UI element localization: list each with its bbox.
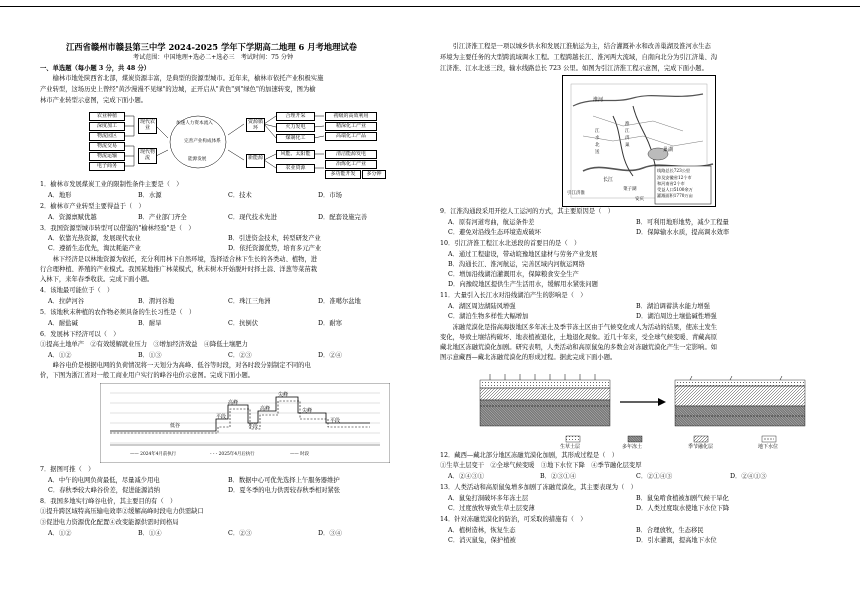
q13-option-c[interactable]: C．过度放牧导致生草土层变薄: [448, 505, 535, 512]
intro2-line3: 入林下，来年春季收获。完成下面小题。: [40, 276, 154, 283]
intro1-line3: 林市产业转型示意图，完成下面小题。: [40, 97, 148, 104]
q7-option-d[interactable]: D．夏冬季的电力供需较春秋季相对紧张: [228, 487, 341, 494]
q13-option-a[interactable]: A．鼠兔打洞破坏多年冻土层: [448, 495, 529, 502]
q4-option-c[interactable]: C．珠江三角洲: [228, 298, 271, 305]
q10-option-b[interactable]: B．沟通长江、淮河航运，完善区域内河航运网络: [448, 261, 585, 268]
map-label-bei: 北: [595, 143, 600, 148]
q8-option-b[interactable]: B．①④: [138, 530, 162, 537]
q8-option-d[interactable]: D．③④: [318, 530, 342, 537]
label-high2: 高峰: [260, 406, 271, 412]
q1-option-b[interactable]: B．水源: [138, 192, 162, 199]
q8-statements-1: ①提升跨区域特高压输电效率②缓解高峰时段电力供需缺口: [40, 508, 204, 515]
q8-option-c[interactable]: C．②③: [228, 530, 252, 537]
right-intro-line3: 江济淮、江水北送三段，输水线路总长 723 公里。如图为引江济淮工程示意图，完成下面小题。: [440, 65, 708, 72]
node-mining: 合理开采: [276, 112, 315, 121]
q13-option-b[interactable]: B．鼠兔啃食植被加剧气候干旱化: [636, 495, 729, 502]
intro3-line1: 峰谷电价是根据电网的负荷情况将一天划分为高峰、低谷等时段，对各时段分别制定不同的电: [40, 362, 311, 369]
node-modern-logistics: 现代物流: [138, 148, 157, 164]
q4-option-d[interactable]: D．准噶尔盆地: [318, 298, 361, 305]
q7-stem: 7．据图可推（ ）: [40, 466, 95, 473]
q5-option-b[interactable]: B．耐旱: [138, 320, 162, 327]
right-intro-line2: 环境为主要任务的大型跨流域调水工程。工程跨越长江、淮河两大流域，自南向北分为引江济巢、沟: [440, 54, 718, 61]
map-label-song: 送: [595, 150, 600, 155]
label-flat2: 平段: [248, 424, 259, 430]
legend-water-table: 地下水位: [758, 444, 779, 450]
q5-option-c[interactable]: C．抗倒伏: [228, 320, 259, 327]
permafrost-svg: [460, 366, 832, 450]
node-hi-chem: 高端化工产品: [325, 132, 377, 141]
map-label-huaihe: 淮河: [593, 97, 604, 103]
node-wind-solar: 风能、太阳能: [276, 150, 315, 159]
q14-option-c[interactable]: C．消灭鼠兔，保护植被: [448, 537, 516, 544]
map-label-changjiang: 长江: [603, 177, 614, 183]
q12-option-a[interactable]: A．②④③①: [448, 473, 485, 480]
q9-stem: 9．江淮沟通段采用开挖人工运河的方式，其主要原因是（ ）: [440, 208, 615, 215]
node-coal-chem: 煤制化工: [276, 134, 315, 143]
q14-stem: 14．针对冻融荒漠化的防治，可采取的措施有（ ）: [440, 516, 587, 523]
label-top2: 尖峰: [302, 408, 313, 414]
q9-option-d[interactable]: D．保障输水水质，提高调水效率: [636, 229, 730, 236]
intro5-line4: 图示意藏西—藏北冻融荒漠化的形成过程。据此完成下面小题。: [440, 354, 617, 361]
node-recycling: 资源循环: [247, 119, 263, 131]
q10-option-d[interactable]: D．向豫皖地区提供生产生活用水，缓解用水紧张问题: [448, 281, 598, 288]
q13-option-d[interactable]: D．人类过度取水使地下水位下降: [636, 505, 730, 512]
node-transport: 物流运输: [89, 152, 125, 161]
q9-option-b[interactable]: B．可利用地形地势，减少工程量: [636, 219, 729, 226]
q11-option-b[interactable]: B．湖泊调蓄洪水能力增强: [636, 303, 710, 310]
intro1-line2: 产业转型，这场历史上曾经"黄沙漫漫不见绿"的边城，正开启从"黄色"到"绿色"的加速转变，图为榆: [40, 86, 316, 93]
q4-option-a[interactable]: A．拉萨河谷: [48, 298, 85, 305]
section-heading: 一、单选题（每小题 3 分，共 48 分）: [40, 65, 151, 72]
q2-stem: 2．榆林市产业转型主要得益于（ ）: [40, 203, 145, 210]
map-legend-4: 受益人口5100余万: [657, 187, 693, 192]
q5-stem: 5．该地秋末种植的农作物必须具备的生长习性是（ ）: [40, 309, 196, 316]
legend-active-layer: 季节融化层: [688, 444, 714, 450]
node-thermal-power: 火力发电: [276, 123, 315, 132]
tou-price-chart: [100, 383, 390, 463]
industry-diagram: [86, 110, 386, 178]
q5-option-d[interactable]: D．耐寒: [318, 320, 342, 327]
intro2-line1: 林下经济是以林地资源为依托，充分利用林下自然环境，选择适合林下生长的各类动、植物，进: [40, 256, 318, 263]
q1-stem: 1．榆林市发展煤炭工业的限制性条件主要是（ ）: [40, 181, 183, 188]
node-ecommerce: 电子商务: [89, 162, 125, 171]
node-smelting: 冶炼化工产业: [325, 160, 377, 169]
intro3-line2: 价，下图为浙江省对一般工商业用户实行的峰谷电价示意图。完成下面小题。: [40, 372, 255, 379]
q7-option-c[interactable]: C．春秋季较大峰谷价差，促进能源消纳: [48, 487, 160, 494]
map-label-jiang2: 江: [595, 129, 600, 134]
q1-option-a[interactable]: A．地形: [48, 192, 72, 199]
node-new-energy: 新能源: [246, 154, 265, 168]
intro1-line1: 榆林市地处陕西省北部，煤炭资源丰富，是典型的资源型城市。近年来，榆林市依托产业积极实施: [40, 75, 324, 82]
q14-option-b[interactable]: B．合理放牧，生态移民: [636, 527, 704, 534]
intro5-line3: 藏北地区冻融荒漠化加剧。研究表明，人类活动和高原鼠兔的多数会对冻融荒漠化产生一定影响。如: [440, 344, 718, 351]
map-legend-2: 涉及安徽省12个市: [657, 175, 692, 180]
before-block: [480, 374, 610, 426]
q12-option-d[interactable]: D．②④①③: [730, 473, 767, 480]
q5-option-a[interactable]: A．耐盐碱: [48, 320, 78, 327]
node-misc: 多分钟: [362, 170, 386, 179]
q4-stem: 4．该地最可能位于（ ）: [40, 287, 114, 294]
node-efficient-use: 初级的高效利用: [325, 112, 377, 121]
map-legend-5: 灌溉面积1770万亩: [657, 193, 693, 198]
q6-statements: ①提高土地单产 ②有效缓解就业压力 ③增加经济效益 ④降低土壤肥力: [40, 341, 248, 348]
label-high1: 高峰: [228, 400, 239, 406]
node-multi-dev: 多功能开发: [325, 170, 361, 179]
q2-option-a[interactable]: A．资源禀赋优越: [48, 214, 97, 221]
label-flat3: 平段: [330, 418, 341, 424]
map-label-ji: 济: [625, 136, 630, 141]
q1-option-c[interactable]: C．技术: [228, 192, 252, 199]
map-label-jiang1: 江: [625, 129, 630, 134]
map-label-chaohu: 巢湖: [663, 147, 674, 153]
q6-option-a[interactable]: A．①②: [48, 352, 72, 359]
q14-option-a[interactable]: A．植树造林，恢复生态: [448, 527, 516, 534]
legend-period: —— 时段: [290, 452, 309, 457]
q3-option-b[interactable]: B．引进资金技术，转型研发产业: [228, 235, 321, 242]
q11-option-a[interactable]: A．湖区周边湖陆风增强: [448, 303, 516, 310]
intro2-line2: 行合理种植、养殖的产业模式。我国某地推广林菜模式，秋末树木开始脱叶时择土蒜、洋葱等菜苗栽: [40, 266, 318, 273]
q1-option-d[interactable]: D．市场: [318, 192, 342, 199]
map-label-shui: 水: [595, 136, 600, 141]
top-rule: [0, 6, 860, 7]
q6-option-b[interactable]: B．①③: [138, 352, 162, 359]
diversion-map: [562, 75, 716, 207]
exam-title: 江西省赣州市赣县第三中学 2024-2025 学年下学期高二地理 6 月考地理试卷: [66, 42, 357, 52]
q12-stem: 12．藏西—藏北部分地区冻融荒漠化加剧，其形成过程是（ ）: [440, 452, 619, 459]
node-logistics-park: 物流园区: [89, 132, 125, 141]
intro5-line1: 冻融荒漠化是指高海拔地区多年冻土及季节冻土区由于气候变化或人为活动的结果，使冻土发生: [440, 324, 718, 331]
map-legend-1: 线路总长723公里: [657, 168, 691, 173]
q3-option-c[interactable]: C．遵循生态优先，淘汰耗能产业: [48, 245, 141, 252]
q2-option-b[interactable]: B．产业部门齐全: [138, 214, 187, 221]
map-label-huai: 淮: [625, 122, 630, 127]
map-label-caizihu: 菜子湖: [623, 187, 637, 192]
q2-option-d[interactable]: D．配套设施完善: [318, 214, 368, 221]
label-flat1: 平段: [216, 414, 227, 420]
legend-after: - - - 2025年4月后执行: [210, 452, 255, 457]
q12-option-c[interactable]: C．②①④③: [636, 473, 673, 480]
node-modern-agriculture: 现代农业: [138, 118, 157, 134]
q11-stem: 11．大量引入长江水对沿线湖泊产生的影响是（ ）: [440, 292, 587, 299]
q4-option-b[interactable]: B．渭河谷地: [138, 298, 175, 305]
map-label-chao: 巢: [625, 143, 630, 148]
q9-option-c[interactable]: C．避免对沿线生态环境造成破坏: [448, 229, 541, 236]
node-fine-chem: 精深化工产业: [325, 122, 377, 131]
map-legend-3: 和河南省2个市: [657, 181, 685, 186]
legend-permafrost: 多年冻土: [622, 444, 643, 450]
q13-stem: 13．人类活动和高原鼠兔增多加剧了冻融荒漠化，其主要表现为（ ）: [440, 484, 637, 491]
node-processing: 深度加工: [89, 122, 125, 131]
label-top1: 尖峰: [278, 392, 289, 398]
q8-option-a[interactable]: A．①②: [48, 530, 72, 537]
q12-statements: ①生草土层变干 ②全球气候变暖 ③地下水位下降 ④季节融化层变厚: [440, 462, 642, 469]
legend-before: —— 2024年4月前执行: [130, 452, 177, 457]
map-label-anqing: 安庆: [635, 197, 644, 202]
q2-option-c[interactable]: C．现代技术先进: [228, 214, 277, 221]
q10-option-c[interactable]: C．增加沿线湖泊灌溉用水，保障粮食安全生产: [448, 271, 579, 278]
right-intro-line1: 引江济淮工程是一项以城乡供水和发展江淮航运为主，结合灌溉补水和改善巢湖及淮河水生态: [440, 43, 711, 50]
after-block: [675, 376, 805, 426]
q6-option-c[interactable]: C．②③: [228, 352, 252, 359]
legend-sod-layer: 生草土层: [560, 444, 581, 450]
node-clean-power: 清洁能源发电: [325, 150, 377, 159]
q11-option-c[interactable]: C．湖泊生物多样性大幅增加: [448, 313, 529, 320]
q3-option-d[interactable]: D．依托资源优势，培育多元产业: [228, 245, 322, 252]
exam-meta: 考试范围：中国地理+选必二+选必三 考试时间：75 分钟: [133, 54, 294, 61]
node-logistics-trade: 物流交易: [89, 142, 125, 151]
node-industry-system: 完善产业构成体系: [184, 139, 221, 144]
q10-stem: 10．引江济淮工程江水北送段的首要目的是（ ）: [440, 240, 581, 247]
q8-statements-2: ③促进电力资源优化配置④改变能源供需时间格局: [40, 519, 179, 526]
q6-option-d[interactable]: D．②④: [318, 352, 342, 359]
q3-option-a[interactable]: A．依靠光热资源，发展现代农业: [48, 235, 141, 242]
intro5-line2: 变化，导致土壤结构破坏、地表植被退化，土地退化现象。近几十年来，受全球气候变暖、青藏高原: [440, 334, 718, 341]
q7-option-b[interactable]: B．数据中心可优先选择上午服务器维护: [228, 477, 340, 484]
permafrost-diagram: [460, 366, 832, 450]
node-agri-resource: 农业资源: [276, 164, 315, 173]
label-low: 低谷: [170, 423, 181, 429]
map-label-project: 引江济淮: [567, 191, 585, 196]
q10-option-a[interactable]: A．通过工程建设，带动皖豫地区建材与劳务产业发展: [448, 251, 598, 258]
q11-option-d[interactable]: D．湖泊周边土壤盐碱性增强: [636, 313, 717, 320]
q7-option-a[interactable]: A．中午的电网负荷最低，尽量减少用电: [48, 477, 160, 484]
node-talent: 加速人力资本流入: [176, 121, 213, 126]
q3-stem: 3．我国资源型城市转型可以借鉴的"榆林经验"是（ ）: [40, 225, 195, 232]
q14-option-d[interactable]: D．引水灌溉，提高地下水位: [636, 537, 717, 544]
q8-stem: 8．我国多地实行峰谷电价，其主要目的有（ ）: [40, 498, 177, 505]
q12-option-b[interactable]: B．②③①④: [540, 473, 577, 480]
node-farming: 农业种植: [89, 112, 125, 121]
node-energy: 能源发展: [188, 157, 207, 162]
q6-stem: 6．发展林下经济可以（ ）: [40, 331, 120, 338]
q9-option-a[interactable]: A．原有河道弯曲，航运条件差: [448, 219, 535, 226]
